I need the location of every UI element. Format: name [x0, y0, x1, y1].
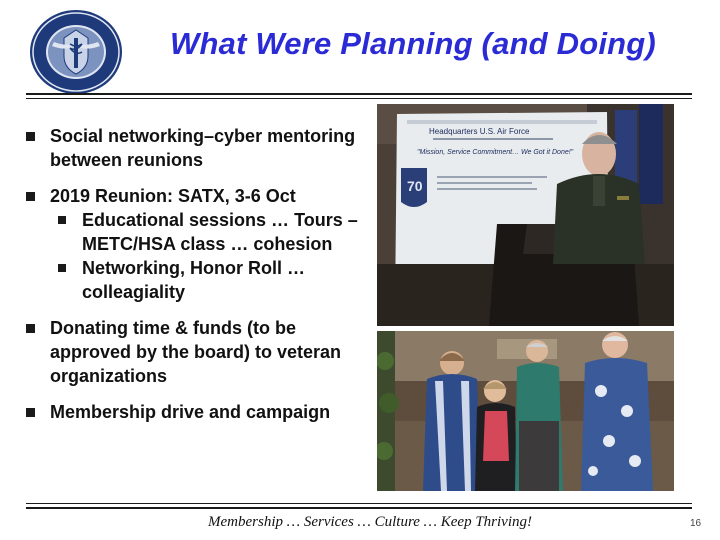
bullet-item	[26, 316, 366, 388]
sub-bullet-item	[58, 208, 366, 256]
bullet-item	[26, 400, 366, 424]
footer-divider-thin	[26, 503, 692, 504]
sub-bullet-text: Educational sessions … Tours – METC/HSA class … cohesion	[82, 210, 358, 254]
title-divider	[26, 93, 692, 95]
screen-line-1: Headquarters U.S. Air Force	[429, 127, 530, 136]
footer-divider	[26, 507, 692, 509]
screen-line-2: "Mission, Service Commitment… We Got it Done!"	[417, 149, 574, 156]
speaker-photo	[377, 104, 674, 326]
square-bullet-icon	[26, 192, 35, 201]
bullet-text: Social networking–cyber mentoring between reunions	[50, 126, 356, 170]
square-bullet-icon	[26, 132, 35, 141]
slide-title: What Were Planning (and Doing)	[170, 26, 656, 61]
anniversary-badge-icon	[401, 168, 427, 207]
medical-service-seal-logo	[28, 8, 124, 96]
badge-number: 70	[407, 178, 423, 194]
square-bullet-icon	[58, 216, 66, 224]
square-bullet-icon	[26, 408, 35, 417]
bullet-text: 2019 Reunion: SATX, 3-6 Oct	[50, 186, 296, 206]
bullet-item	[26, 124, 366, 172]
bullet-text: Membership drive and campaign	[50, 402, 331, 422]
sub-bullet-text: Networking, Honor Roll … colleagiality	[82, 258, 305, 302]
group-photo	[377, 331, 674, 491]
square-bullet-icon	[26, 324, 35, 333]
bullet-list	[26, 124, 366, 436]
title-divider-thin	[26, 98, 692, 99]
bullet-text: Donating time & funds (to be approved by the board) to veteran organizations	[50, 318, 342, 386]
page-number: 16	[690, 518, 702, 529]
square-bullet-icon	[58, 264, 66, 272]
footer-tagline: Membership … Services … Culture … Keep Thriving!	[208, 514, 532, 530]
bullet-item	[26, 184, 366, 304]
sub-bullet-item	[58, 256, 366, 304]
